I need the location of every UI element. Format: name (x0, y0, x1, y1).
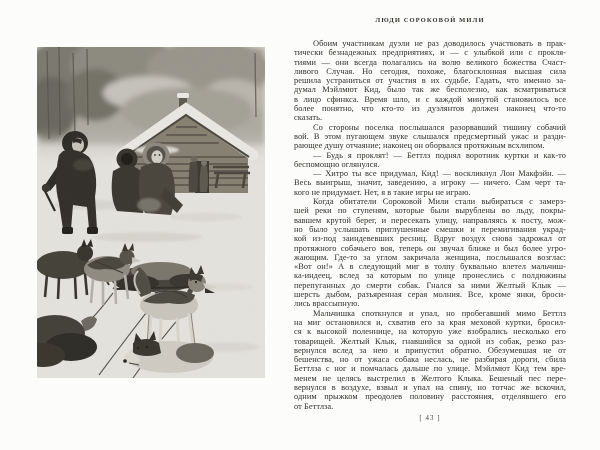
text-line: — Будь я проклят! — Беттлз поднял воротник куртки и как-то (313, 150, 566, 160)
page-number: [ 43 ] (419, 414, 441, 422)
text-line: но было услышать приглушенные смешки и перемигивания украд- (294, 224, 566, 234)
text-line: Мальчишка споткнулся и упал, но пробегавший мимо Беттлз (313, 308, 566, 318)
text-line: ливого Случая. Но сегодня, похоже, благосклонная высшая сила (294, 66, 566, 76)
text-line: менем не целясь выстрелил в Желтого Клыка. Бешеный пес пере- (294, 373, 566, 383)
text-line: шей реки по ступеням, которые были вырублены во льду, покры- (294, 206, 566, 216)
text-line: сказать. (294, 113, 323, 123)
text-line: беспомощно оглянулся. (294, 159, 380, 169)
text-line: лись врассыпную. (294, 299, 360, 309)
text-line: тически безнадежных предприятиях, и — с улыбкой или с прокля- (294, 48, 566, 58)
text-line: кого не придумает. Нет, я в такие игры не играю. (294, 187, 471, 197)
text-line: жающим. Где-то за углом закричала женщина, послышался возглас: (294, 252, 566, 262)
left-page (0, 0, 285, 450)
paper-grain (37, 47, 265, 378)
text-line: решила устраниться от участия в их судьбе. Гадать, что именно за- (294, 76, 566, 86)
text-line: рающее душу отчаяние; наконец он оборвался протяжным всхлипом. (294, 141, 545, 151)
text-line: более понятно, что кто-то из дуэлянтов должен наконец что-то (294, 104, 566, 114)
text-line: вернулся вслед за нею и припустил обратно. Обезумевшая не от (294, 345, 566, 355)
text-line: ся к высокой поленнице, на которую уже взобрались несколько его (294, 327, 566, 337)
text-line: «Вот он!» А в следующий миг в толпу буквально влетел мальчиш- (294, 262, 566, 272)
text-line: от Беттлза. (294, 401, 334, 411)
illustration-canvas (37, 47, 265, 378)
text-line: думал Мэйлмют Кид, было так же бесполезно, как всматриваться (294, 85, 566, 95)
text-block (294, 39, 566, 411)
text-line: тиями — они всегда полагались на волю великого божества Счаст- (294, 57, 566, 67)
text-line: Со стороны поселка послышался разорвавший тишину собачий (313, 122, 566, 132)
text-line: протяжного собачьего воя, теперь он звучал ближе и был более угро- (294, 243, 566, 253)
text-line: шерсть дыбом, разъяренная серая молния. Все, кроме янки, броси- (294, 290, 566, 300)
text-line: одним прыжком преодолев половину расстояния, отделявшего его (294, 392, 566, 402)
text-line: Обоим участникам дуэли не раз доводилось участвовать в прак- (313, 39, 566, 48)
text-line: — Хитро ты все придумал, Кид! — воскликнул Лон Макфэйн. — (313, 169, 566, 179)
text-line: товарищей. Желтый Клык, гнавшийся за одной из собак, резко раз- (294, 336, 566, 346)
text-line: вавшем крутой берег, и пересекать улицу, направляясь к посту, мож- (294, 215, 566, 225)
text-line: бешенства, но от ужаса собака неслась, не разбирая дороги, сбила (294, 355, 566, 365)
text-line: перепуганных до смерти собак. Гнался за ними Желтый Клык — (294, 280, 566, 290)
text-line: Когда обитатели Сороковой Мили стали выбираться с замерз- (313, 197, 566, 207)
text-line: на миг остановился и, схватив его за края меховой куртки, бросил- (294, 317, 566, 327)
story-illustration (37, 47, 265, 378)
text-line: ка-индеец, вслед за которым по улице пронеслись с полдюжины (294, 271, 566, 281)
text-line: вой. В этом пугающем звуке слышался предсмертный ужас и разди- (294, 131, 566, 141)
text-line: вернулся в воздухе, взвыл и упал на спину, но тотчас же вскочил, (294, 382, 566, 392)
text-line: в лицо сфинкса. Время шло, и с каждой минутой становилось все (294, 94, 566, 104)
text-line: Весь выигрыш, значит, заведению, а игроку — ничего. Сам черт та- (294, 178, 566, 188)
right-page (294, 0, 566, 450)
text-line: кой из-под заиндевевших ресниц. Вдруг воздух снова задрожал от (294, 234, 566, 244)
text-line: Беттлза с ног и помчалась дальше по улице. Мэйлмют Кид тем вре- (294, 364, 566, 374)
running-head: ЛЮДИ СОРОКОВОЙ МИЛИ (375, 17, 485, 24)
